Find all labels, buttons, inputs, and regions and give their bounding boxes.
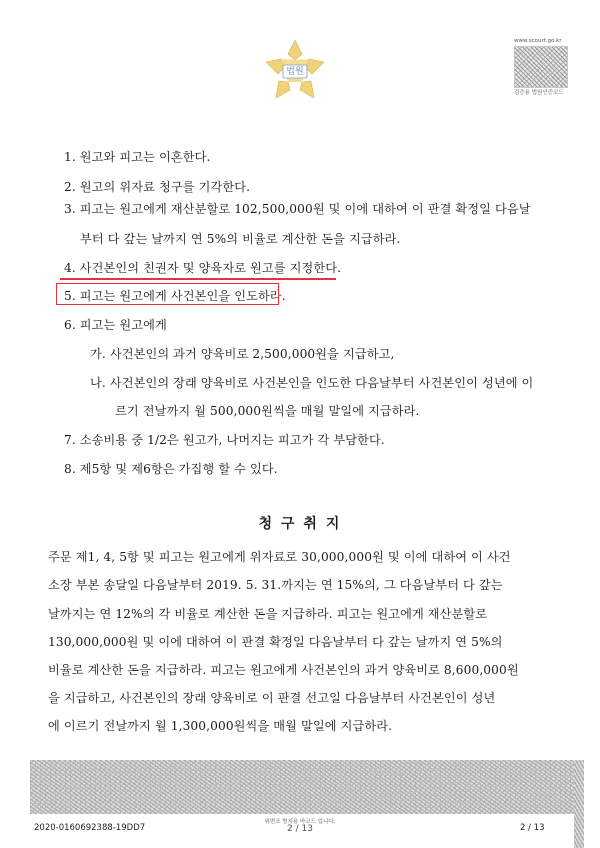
emblem-label: 법원 [286, 67, 304, 77]
qr-url: www.scourt.go.kr [514, 38, 562, 44]
item-line: 2. 원고의 위자료 청구를 기각한다. [64, 180, 251, 194]
qr-caption: 검증용 법원인증코드 [514, 90, 564, 96]
claim-line: 130,000,000원 및 이에 대하여 이 판결 확정일 다음날부터 다 갚는 날까지 연 5%의 [48, 635, 503, 649]
barcode-note: 위변조 방지용 바코드 입니다. [264, 819, 336, 825]
qr-code-icon [514, 46, 568, 88]
page-watermark: 2 / 13 [287, 824, 313, 834]
item-line: 8. 제5항 및 제6항은 가집행 할 수 있다. [64, 462, 278, 476]
claim-line: 주문 제1, 4, 5항 및 피고는 원고에게 위자료로 30,000,000원 및 이에 대하여 이 사건 [48, 550, 511, 564]
court-emblem-icon [262, 38, 328, 104]
claim-line: 을 지급하고, 사건본인의 장래 양육비로 이 판결 선고일 다음날부터 사건본인이 성년 [48, 691, 496, 705]
item-line: 르기 전날까지 월 500,000원씩을 매월 말일에 지급하라. [115, 404, 420, 418]
item-line: 부터 다 갚는 날까지 연 5%의 비율로 계산한 돈을 지급하라. [80, 232, 401, 246]
document-id: 2020-0160692388-19DD7 [34, 823, 146, 833]
section-title: 청 구 취 지 [258, 516, 342, 532]
edge-barcode [574, 760, 584, 848]
item-line: 6. 피고는 원고에게 [64, 318, 167, 332]
item-line: 3. 피고는 원고에게 재산분할로 102,500,000원 및 이에 대하여 이 판결 확정일 다음날 [64, 202, 531, 216]
page-number: 2 / 13 [520, 823, 545, 833]
item-line: 7. 소송비용 중 1/2은 원고가, 나머지는 피고가 각 부담한다. [64, 433, 385, 447]
item-line: 1. 원고와 피고는 이혼한다. [64, 150, 211, 164]
highlight-box [56, 283, 279, 305]
anti-forgery-barcode [30, 760, 574, 814]
claim-line: 소장 부본 송달일 다음날부터 2019. 5. 31.까지는 연 15%의, 그 다음날부터 다 갚는 [48, 578, 503, 592]
claim-line: 날까지는 연 12%의 각 비율로 계산한 돈을 지급하라. 피고는 원고에게 재산분할로 [48, 607, 488, 621]
item-line: 가. 사건본인의 과거 양육비로 2,500,000원을 지급하고, [90, 347, 395, 361]
claim-line: 비율로 계산한 돈을 지급하라. 피고는 원고에게 사건본인의 과거 양육비로 8,600,000원 [48, 663, 519, 677]
item-line: 5. 피고는 원고에게 사건본인을 인도하라. [64, 289, 286, 303]
item-line: 4. 사건본인의 친권자 및 양육자로 원고를 지정한다. [64, 261, 342, 275]
highlight-underline [60, 278, 336, 280]
item-line: 나. 사건본인의 장래 양육비로 사건본인을 인도한 다음날부터 사건본인이 성년에 이 [90, 376, 534, 390]
claim-line: 에 이르기 전날까지 월 1,300,000원씩을 매월 말일에 지급하라. [48, 719, 393, 733]
